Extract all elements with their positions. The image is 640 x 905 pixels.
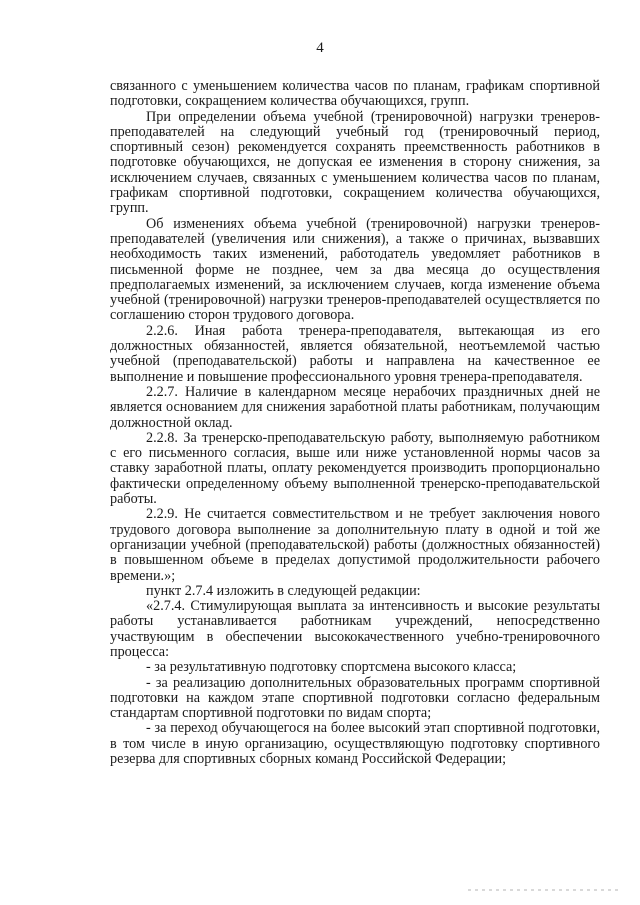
paragraph-amendment-intro: пункт 2.7.4 изложить в следующей редакции: (146, 582, 421, 599)
paragraph-2-2-9: 2.2.9. Не считается совместительством и не требует заключения нового трудового договора выполнение за дополнительную плату в одной и той же организации учебной (преподавательской) работы (должностных обязанностей) в повышенном объеме в пределах допустимой продолжительности рабочего времени.»; (110, 506, 600, 584)
paragraph-2-7-4: «2.7.4. Стимулирующая выплата за интенсивность и высокие результаты работы устанавливается работникам учреждений, непосредственно участвующим в обеспечении высококачественного учебно-тренировочного процесса: (110, 598, 600, 660)
paragraph-workload-continuity: При определении объема учебной (тренировочной) нагрузки тренеров-преподавателей на следующий учебный год (тренировочный период, спортивный сезон) рекомендуется сохранять преемственность работников в подготовке обучающихся, не допуская ее изменения в сторону снижения, за исключением случаев, связанных с уменьшением количества часов по планам, графикам спортивной подготовки, сокращением количества обучающихся, групп. (110, 108, 600, 217)
list-item-stage-transition: - за переход обучающегося на более высокий этап спортивной подготовки, в том числе в иную организацию, осуществляющую подготовку спортивного резерва для спортивных сборных команд Российской Федерации; (110, 720, 600, 768)
paragraph-continuation: связанного с уменьшением количества часов по планам, графикам спортивной подготовки, сокращением количества обучающихся, групп. (110, 78, 600, 110)
scan-artifact (468, 889, 618, 891)
paragraph-2-2-8: 2.2.8. За тренерско-преподавательскую работу, выполняемую работником с его письменного согласия, выше или ниже установленной нормы часов за ставку заработной платы, оплату рекомендуется производить пропорционально фактически определенному объему выполненной тренерско-преподавательской работы. (110, 429, 600, 508)
list-item-high-class-athlete: - за результативную подготовку спортсмена высокого класса; (146, 659, 517, 676)
document-body (110, 79, 600, 767)
paragraph-workload-changes-notice: Об изменениях объема учебной (тренировочной) нагрузки тренеров-преподавателей (увеличения или снижения), а также о причинах, вызвавших необходимость таких изменений, работодатель уведомляет работников в письменной форме не позднее, чем за два месяца до осуществления предполагаемых изменений, за исключением случаев, когда изменение объема учебной (тренировочной) нагрузки тренеров-преподавателей осуществляется по соглашению сторон трудового договора. (110, 215, 600, 324)
page-number: 4 (316, 40, 324, 56)
paragraph-2-2-6: 2.2.6. Иная работа тренера-преподавателя, вытекающая из его должностных обязанностей, является обязательной, неотъемлемой частью учебной (преподавательской) работы и направлена на качественное ее выполнение и повышение профессионального уровня тренера-преподавателя. (110, 322, 600, 385)
paragraph-2-2-7: 2.2.7. Наличие в календарном месяце нерабочих праздничных дней не является основанием для снижения заработной платы работникам, получающим должностной оклад. (110, 383, 600, 431)
list-item-additional-programs: - за реализацию дополнительных образовательных программ спортивной подготовки на каждом этапе спортивной подготовки согласно федеральным стандартам спортивной подготовки по видам спорта; (110, 674, 600, 722)
